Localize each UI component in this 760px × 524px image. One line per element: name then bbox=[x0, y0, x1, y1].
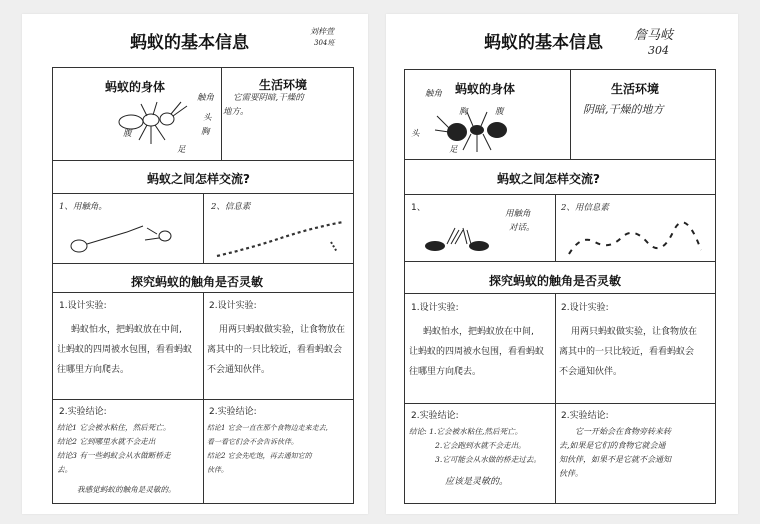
right-title: 蚂蚁的基本信息 bbox=[484, 33, 603, 53]
right-label-abdomen: 腹 bbox=[495, 107, 504, 117]
right-label-antenna: 触角 bbox=[425, 89, 443, 99]
right-result2-line-4: 伙伴。 bbox=[559, 469, 583, 478]
left-comm-header: 蚂蚁之间怎样交流? bbox=[147, 172, 250, 186]
left-comm-1: 1、用触角。 bbox=[59, 202, 107, 212]
right-label-head: 头 bbox=[411, 129, 420, 139]
right-comm-header: 蚂蚁之间怎样交流? bbox=[497, 172, 600, 186]
left-result2-line-2: 看一看它们会不会告诉伙伴。 bbox=[207, 438, 298, 446]
right-env-header: 生活环境 bbox=[611, 82, 660, 96]
right-design1-label: 1.设计实验: bbox=[411, 303, 459, 313]
left-design2-line-1: 用两只蚂蚁做实验，让食物放在 bbox=[219, 325, 346, 335]
right-design2-line-2: 离其中的一只比较近，看看蚂蚁会 bbox=[559, 347, 695, 357]
right-student-name: 詹马岐 bbox=[634, 28, 674, 43]
left-label-head: 头 bbox=[203, 113, 212, 123]
left-label-antenna: 触角 bbox=[197, 93, 215, 103]
right-result1-line-1: 结论: 1.它会被水粘住,然后死亡。 bbox=[409, 427, 523, 436]
left-result1-label: 2.实验结论: bbox=[59, 407, 107, 417]
left-label-thorax: 胸 bbox=[201, 127, 210, 137]
left-design1-line-1: 蚂蚁怕水，把蚂蚁放在中间, bbox=[71, 325, 182, 335]
left-student-class: 304班 bbox=[314, 39, 335, 47]
left-comm-2: 2、信息素 bbox=[211, 202, 251, 212]
left-design1-line-2: 让蚂蚁的四周被水包围，看看蚂蚁 bbox=[57, 345, 193, 355]
right-result2-line-2: 去,如果是它们的食物它就会通 bbox=[559, 441, 666, 450]
left-result1-line-1: 结论1 它会被水粘住，然后死亡。 bbox=[57, 423, 171, 432]
left-worksheet bbox=[22, 14, 368, 514]
left-result1-line-3: 结论3 有一些蚂蚁会从水做断桥走 bbox=[57, 451, 171, 460]
left-table bbox=[52, 67, 354, 504]
left-design1-label: 1.设计实验: bbox=[59, 301, 107, 311]
right-env-answer: 阴暗,干燥的地方 bbox=[583, 103, 664, 116]
right-result2-line-3: 知伙伴，如果不是它就不会通知 bbox=[559, 455, 671, 464]
left-design2-line-2: 离其中的一只比较近，看看蚂蚁会 bbox=[207, 345, 343, 355]
right-comm-1-hw-2: 对话。 bbox=[509, 223, 535, 233]
right-design2-line-1: 用两只蚂蚁做实验，让食物放在 bbox=[571, 327, 698, 337]
right-result2-line-1: 它一开始会在食物旁转来转 bbox=[575, 427, 671, 436]
right-design2-label: 2.设计实验: bbox=[561, 303, 609, 313]
left-antenna-contact-drawing bbox=[67, 218, 197, 260]
right-student-class: 304 bbox=[648, 44, 669, 57]
right-ant-body-drawing bbox=[425, 100, 545, 160]
left-antenna-header: 探究蚂蚁的触角是否灵敏 bbox=[131, 275, 264, 289]
left-label-abdomen: 腹 bbox=[123, 129, 132, 139]
left-result2-line-1: 结论1 它会一直在那个食物边走来走去, bbox=[207, 424, 328, 432]
right-result1-label: 2.实验结论: bbox=[411, 411, 459, 421]
left-student-name: 刘梓萱 bbox=[310, 27, 334, 36]
left-design2-label: 2.设计实验: bbox=[209, 301, 257, 311]
right-label-legs: 足 bbox=[449, 145, 458, 155]
left-env-answer-1: 它需要阴暗,干燥的 bbox=[233, 93, 304, 103]
left-result1-line-5: 我感觉蚂蚁的触角是灵敏的。 bbox=[77, 485, 176, 494]
right-design1-line-2: 让蚂蚁的四周被水包围，看看蚂蚁 bbox=[409, 347, 545, 357]
right-pheromone-trail-drawing bbox=[565, 220, 705, 258]
right-antenna-header: 探究蚂蚁的触角是否灵敏 bbox=[489, 274, 622, 288]
right-body-header: 蚂蚁的身体 bbox=[455, 82, 516, 96]
left-env-header: 生活环境 bbox=[259, 78, 308, 92]
left-pheromone-trail-drawing bbox=[211, 218, 351, 260]
right-design1-line-1: 蚂蚁怕水，把蚂蚁放在中间, bbox=[423, 327, 534, 337]
right-comm-1: 1、 bbox=[411, 203, 426, 213]
left-result2-line-3: 结论2 它会先吃饱，再去通知它的 bbox=[207, 452, 312, 460]
right-design2-line-3: 不会通知伙伴。 bbox=[559, 367, 623, 377]
left-design1-line-3: 往哪里方向爬去。 bbox=[57, 365, 130, 375]
right-comm-1-hw-1: 用触角 bbox=[505, 209, 531, 219]
right-result1-line-3: 3.它可能会从水做的桥走过去。 bbox=[435, 455, 541, 464]
right-table bbox=[404, 69, 716, 504]
left-design2-line-3: 不会通知伙伴。 bbox=[207, 365, 271, 375]
right-antenna-contact-drawing bbox=[421, 220, 501, 256]
right-result1-line-2: 2.它会跑到水就不会走出。 bbox=[435, 441, 526, 450]
right-label-thorax: 胸 bbox=[459, 107, 468, 117]
right-design1-line-3: 往哪里方向爬去。 bbox=[409, 367, 482, 377]
left-label-legs: 足 bbox=[177, 145, 186, 155]
left-body-header: 蚂蚁的身体 bbox=[105, 80, 166, 94]
left-ant-body-drawing bbox=[93, 90, 203, 156]
left-env-answer-2: 地方。 bbox=[223, 107, 249, 117]
right-worksheet bbox=[386, 14, 738, 514]
left-result1-line-4: 去。 bbox=[57, 465, 73, 474]
left-result1-line-2: 结论2 它到哪里水就不会走出 bbox=[57, 437, 156, 446]
left-result2-line-4: 伙伴。 bbox=[207, 466, 228, 474]
left-result2-label: 2.实验结论: bbox=[209, 407, 257, 417]
right-comm-2: 2、用信息素 bbox=[561, 203, 609, 213]
left-title: 蚂蚁的基本信息 bbox=[130, 33, 249, 53]
right-result2-label: 2.实验结论: bbox=[561, 411, 609, 421]
right-result1-line-4: 应该是灵敏的。 bbox=[445, 477, 509, 487]
